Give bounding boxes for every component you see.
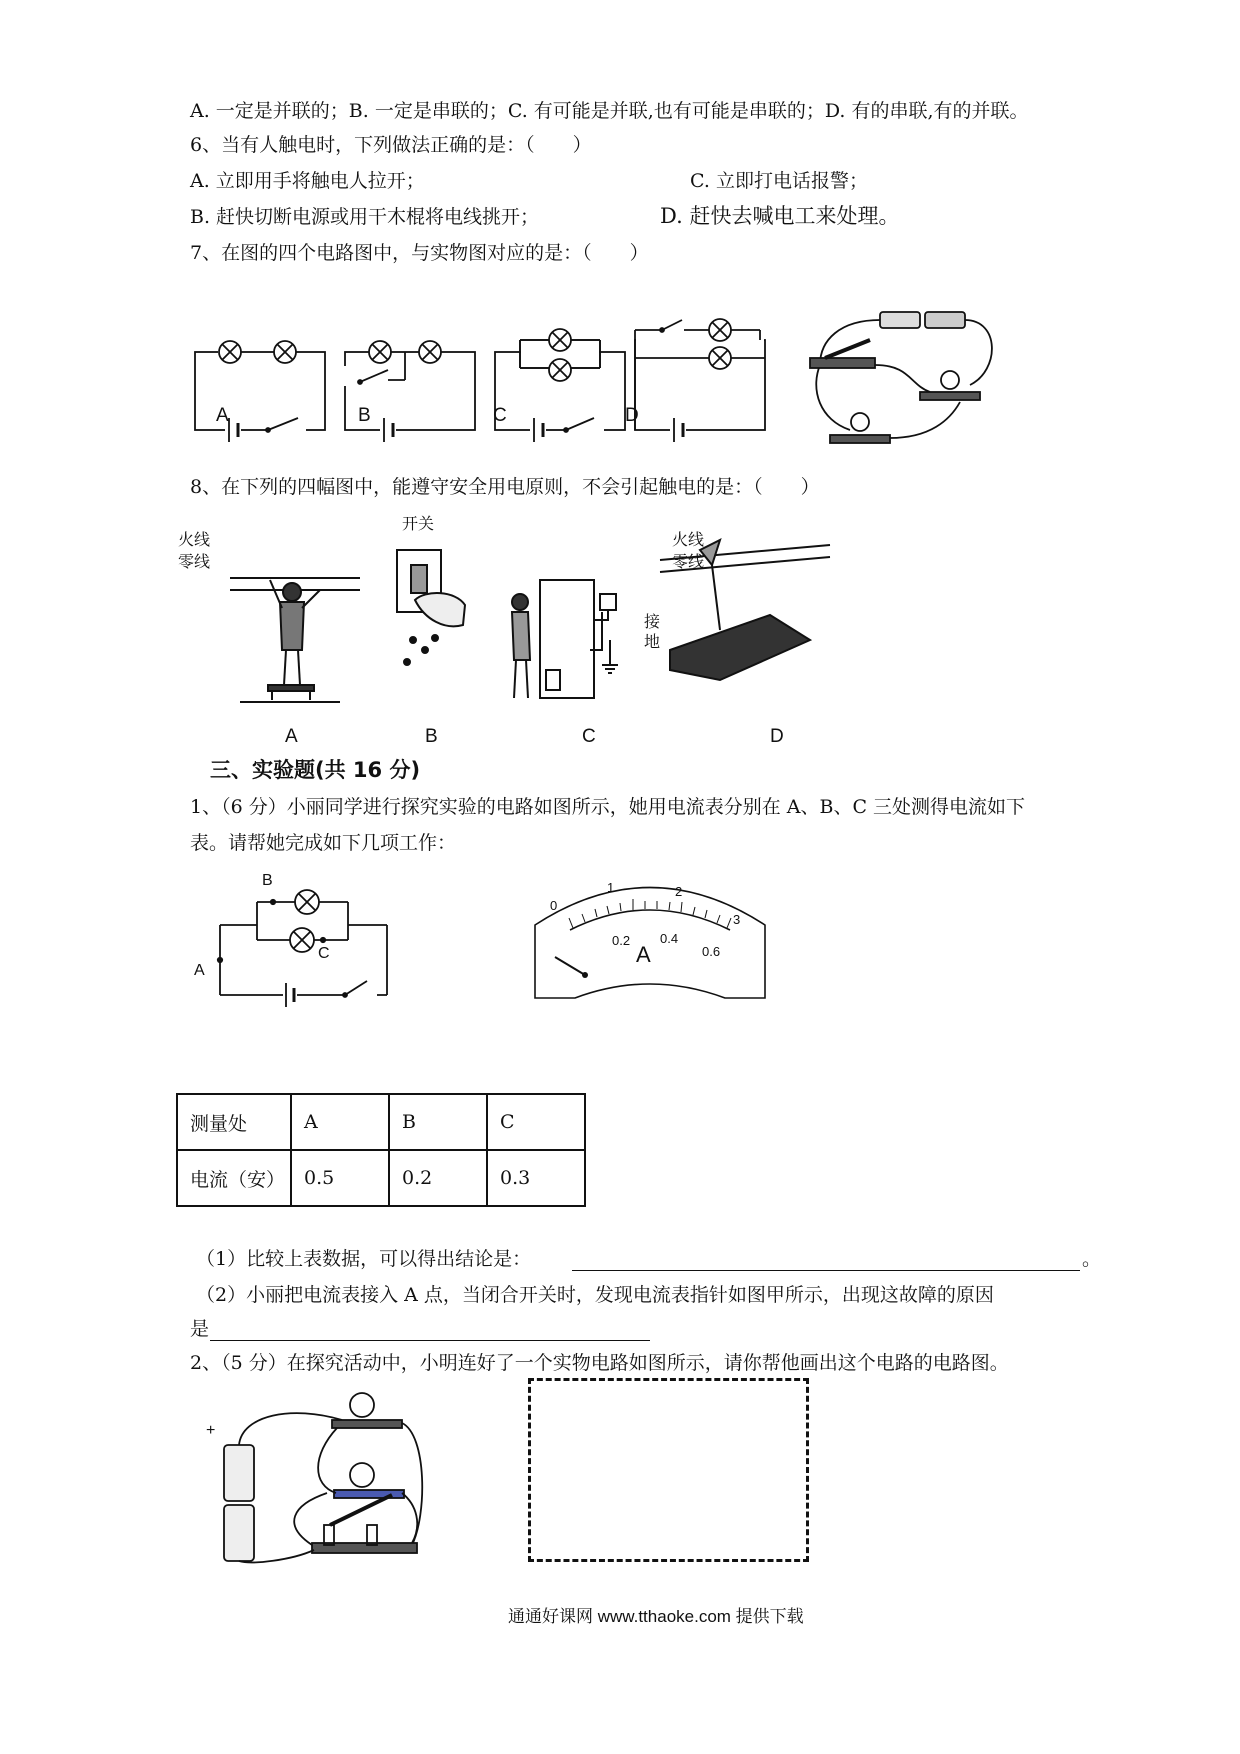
- exp1-point-b: B: [262, 872, 273, 889]
- picture-c-grounded-fridge: [512, 580, 618, 698]
- ammeter-upper-tick-1: 1: [607, 880, 615, 895]
- exp1-sub2-answer-blank[interactable]: [210, 1322, 650, 1341]
- table-cell: C: [487, 1094, 585, 1150]
- circuit-c: [495, 329, 625, 442]
- table-cell: 0.3: [487, 1150, 585, 1206]
- q8-safety-pictures: [230, 520, 890, 720]
- q6-option-c: C. 立即打电话报警；: [690, 170, 868, 192]
- exp1-sub2-line2: 是: [190, 1318, 210, 1340]
- physical-circuit-picture: [810, 312, 992, 443]
- table-cell: 0.5: [291, 1150, 389, 1206]
- exp2-stem: 2、（5 分）在探究活动中，小明连好了一个实物电路如图所示，请你帮他画出这个电路的电路图。: [190, 1352, 1009, 1374]
- picture-d-kite-on-wire: [660, 540, 830, 680]
- q8-label-b: B: [425, 726, 438, 747]
- q8-stem: 8、在下列的四幅图中，能遵守安全用电原则，不会引起触电的是：（ ）: [190, 476, 820, 498]
- q7-label-a: A: [216, 405, 229, 426]
- ammeter-upper-tick-2: 2: [675, 884, 683, 899]
- q6-option-b: B. 赶快切断电源或用干木棍将电线挑开；: [190, 206, 540, 228]
- ammeter-lower-tick-1: 0.2: [612, 933, 631, 948]
- q8-c-ground-label-2: 地: [644, 632, 661, 651]
- q8-label-a: A: [285, 726, 298, 747]
- table-cell: 电流（安）: [177, 1150, 291, 1206]
- q7-stem: 7、在图的四个电路图中，与实物图对应的是：（ ）: [190, 242, 649, 264]
- exp1-sub1-answer-blank[interactable]: [572, 1252, 1080, 1271]
- ammeter-upper-tick-0: 0: [550, 898, 558, 913]
- picture-a-person-on-stool: [230, 578, 360, 702]
- ammeter-lower-tick-2: 0.4: [660, 931, 679, 946]
- table-cell: 0.2: [389, 1150, 487, 1206]
- q8-label-c: C: [582, 726, 596, 747]
- exp1-stem-line2: 表。请帮她完成如下几项工作：: [190, 832, 457, 854]
- footer-source: 通通好课网 www.tthaoke.com 提供下载: [508, 1607, 804, 1626]
- table-cell: A: [291, 1094, 389, 1150]
- circuit-d: [635, 319, 765, 442]
- q6-option-d: D. 赶快去喊电工来处理。: [660, 204, 900, 228]
- q8-label-d: D: [770, 726, 784, 747]
- q8-d-neutral-wire-label: 零线: [672, 552, 705, 571]
- table-row: [177, 1150, 585, 1206]
- ammeter-unit: A: [636, 942, 651, 967]
- exp1-sub1-end: 。: [1082, 1248, 1102, 1270]
- q8-d-live-wire-label: 火线: [672, 530, 705, 549]
- q8-a-live-wire-label: 火线: [178, 530, 211, 549]
- q8-b-switch-label: 开关: [402, 514, 435, 533]
- exp1-sub2-line1: （2）小丽把电流表接入 A 点，当闭合开关时，发现电流表指针如图甲所示，出现这故障的原因: [196, 1284, 994, 1306]
- exp1-sub1-prompt: （1）比较上表数据，可以得出结论是：: [196, 1248, 532, 1270]
- q6-stem: 6、当有人触电时，下列做法正确的是：（ ）: [190, 134, 592, 156]
- q7-label-c: C: [493, 405, 507, 426]
- circuit-a: [195, 341, 325, 442]
- q7-circuit-diagrams: [180, 330, 1000, 480]
- picture-b-wet-hand-switch: [397, 550, 465, 665]
- q7-label-d: D: [625, 405, 639, 426]
- q7-label-b: B: [358, 405, 371, 426]
- section3-heading: 三、实验题(共 16 分): [210, 758, 421, 782]
- exp2-physical-circuit: [212, 1375, 442, 1570]
- circuit-drawing-answer-box[interactable]: [528, 1378, 809, 1562]
- table-cell: 测量处: [177, 1094, 291, 1150]
- q5-options: A. 一定是并联的；B. 一定是串联的；C. 有可能是并联,也有可能是串联的；D. 有的串联,有的并联。: [190, 100, 1029, 122]
- table-cell: B: [389, 1094, 487, 1150]
- exp1-point-c: C: [318, 945, 330, 962]
- ammeter-upper-tick-3: 3: [733, 912, 741, 927]
- q6-option-a: A. 立即用手将触电人拉开；: [190, 170, 425, 192]
- q8-a-neutral-wire-label: 零线: [178, 552, 211, 571]
- current-table: [176, 1093, 586, 1207]
- exp1-point-a: A: [194, 962, 205, 979]
- ammeter-lower-tick-3: 0.6: [702, 944, 721, 959]
- q8-c-ground-label-1: 接: [644, 612, 661, 631]
- table-row: [177, 1094, 585, 1150]
- exp1-circuit-diagram: [205, 885, 405, 1010]
- battery-plus-label: +: [206, 1422, 216, 1439]
- exp1-stem-line1: 1、（6 分）小丽同学进行探究实验的电路如图所示，她用电流表分别在 A、B、C 三处测得电流如下: [190, 796, 1026, 818]
